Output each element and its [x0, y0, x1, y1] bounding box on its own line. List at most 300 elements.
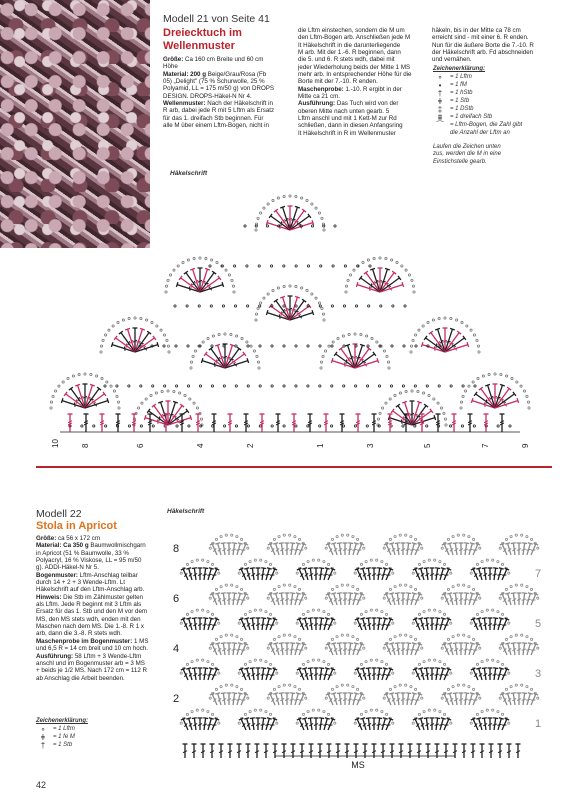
text-line — [298, 56, 426, 63]
arch-chain-dot — [211, 713, 213, 715]
arch-stitch-mark — [405, 643, 412, 656]
arch-stitch-mark — [482, 568, 489, 581]
arch-chain-dot — [501, 563, 503, 565]
row-chain-dot — [307, 345, 309, 347]
legend-text: = Lftm-Bogen, die Zahl gibt — [450, 121, 523, 128]
base-stitch-mark — [264, 744, 269, 758]
arch-stitch-mark — [285, 543, 290, 555]
fan-chain-dot — [161, 390, 163, 392]
arch-chain-dot — [209, 547, 211, 549]
arch-chain-dot — [434, 709, 436, 711]
row-chain-dot — [295, 305, 297, 307]
arch-stitch-mark — [308, 618, 315, 631]
arch-stitch-mark — [424, 568, 431, 581]
arch-stitch-mark — [202, 668, 209, 681]
row-chain-dot — [332, 265, 334, 267]
legend-row — [433, 114, 551, 122]
fan-chain-dot — [328, 345, 330, 347]
row-chain-dot — [357, 265, 359, 267]
arch-chain-dot — [231, 634, 233, 636]
legend-row — [433, 106, 551, 114]
arch-chain-dot — [211, 563, 213, 565]
arch-stitch-mark — [318, 668, 325, 681]
fan-chain-dot — [140, 317, 142, 319]
row-chain-dot — [209, 265, 211, 267]
legend-row — [36, 726, 154, 734]
arch-chain-dot — [476, 713, 478, 715]
model22-crochet-chart — [165, 520, 550, 770]
row-chain-dot — [128, 385, 130, 387]
fan-chain-dot — [193, 257, 195, 259]
arch-chain-dot — [215, 588, 217, 590]
arch-chain-dot — [327, 663, 329, 665]
arch-chain-dot — [418, 613, 420, 615]
row-chain-dot — [246, 265, 248, 267]
line-text: alle M über einem Lftm-Bogen, nicht in — [163, 122, 269, 130]
row-number-right: 7 — [535, 568, 542, 580]
arch-stitch-mark — [424, 718, 431, 731]
arch-chain-dot — [238, 722, 240, 724]
arch-stitch-mark — [285, 593, 290, 605]
fan-chain-dot — [233, 291, 235, 293]
base-stitch-mark — [201, 744, 206, 758]
arch-chain-dot — [247, 547, 249, 549]
row-chain-dot — [295, 385, 297, 387]
fan-chain-dot — [167, 279, 169, 281]
arch-chain-dot — [421, 597, 423, 599]
arch-stitch-mark — [260, 618, 267, 631]
arch-chain-dot — [479, 647, 481, 649]
arch-chain-dot — [486, 659, 488, 661]
arch-chain-dot — [497, 711, 499, 713]
fan-chain-dot — [255, 313, 257, 315]
fan-chain-dot — [163, 334, 165, 336]
legend-row — [36, 734, 154, 742]
fan-chain-dot — [196, 407, 198, 409]
bottom-stitch-mark — [468, 414, 473, 432]
arch-chain-dot — [418, 663, 420, 665]
arch-chain-dot — [236, 636, 238, 638]
arch-chain-dot — [376, 709, 378, 711]
fan-chain-dot — [387, 361, 389, 363]
arch-chain-dot — [209, 647, 211, 649]
arch-stitch-mark — [482, 718, 489, 731]
arch-chain-dot — [510, 636, 512, 638]
bottom-stitch-mark — [484, 414, 489, 432]
arch-chain-dot — [439, 711, 441, 713]
arch-stitch-mark — [289, 693, 296, 706]
text-line — [36, 660, 154, 667]
row-chain-dot — [369, 265, 371, 267]
arch-stitch-mark — [221, 643, 228, 656]
row-chain-dot — [271, 385, 273, 387]
arch-chain-dot — [249, 661, 251, 663]
fan-chain-dot — [236, 335, 238, 337]
row-number-right: 5 — [535, 618, 542, 630]
row-chain-dot — [175, 345, 177, 347]
row-chain-dot — [188, 425, 190, 427]
arch-stitch-mark — [285, 693, 290, 705]
row-chain-dot — [319, 385, 321, 387]
arch-chain-dot — [499, 547, 501, 549]
arch-chain-dot — [218, 722, 220, 724]
arch-chain-dot — [244, 663, 246, 665]
arch-chain-dot — [365, 711, 367, 713]
arch-stitch-mark — [372, 618, 377, 630]
bottom-stitch-mark — [212, 414, 217, 432]
arch-stitch-mark — [231, 543, 238, 556]
line-text: den Lftm-Bogen arb. Anschließen jede M — [298, 34, 411, 42]
arch-chain-dot — [215, 638, 217, 640]
arch-chain-dot — [526, 636, 528, 638]
arch-stitch-mark — [453, 643, 460, 656]
arch-stitch-mark — [256, 668, 261, 680]
bottom-stitch-mark — [308, 414, 313, 432]
fan-chain-dot — [194, 350, 196, 352]
row-chain-dot — [271, 305, 273, 307]
fan-chain-dot — [272, 199, 274, 201]
bottom-stitch-mark — [68, 414, 73, 432]
arch-chain-dot — [447, 688, 449, 690]
text-line — [298, 100, 426, 107]
fan-chain-dot — [137, 407, 139, 409]
row-chain-dot — [331, 345, 333, 347]
row-chain-dot — [235, 385, 237, 387]
arch-chain-dot — [439, 561, 441, 563]
arch-chain-dot — [410, 586, 412, 588]
arch-chain-dot — [289, 684, 291, 686]
fan-chain-dot — [411, 279, 413, 281]
arch-stitch-mark — [488, 618, 493, 630]
arch-stitch-mark — [463, 593, 470, 606]
arch-stitch-mark — [347, 593, 354, 606]
row-number-right: 7 — [481, 443, 490, 448]
arch-chain-dot — [510, 586, 512, 588]
arch-chain-dot — [434, 659, 436, 661]
row-chain-dot — [187, 345, 189, 347]
arch-chain-dot — [225, 534, 227, 536]
bold-label: Hinweis: — [36, 593, 62, 601]
arch-stitch-mark — [343, 593, 348, 605]
arch-stitch-mark — [376, 568, 383, 581]
line-text: Baumwollmischgarn — [88, 542, 146, 550]
fan-chain-dot — [520, 385, 522, 387]
arch-chain-dot — [447, 538, 449, 540]
arch-chain-dot — [468, 586, 470, 588]
fan-chain-dot — [192, 355, 194, 357]
fan-chain-dot — [255, 319, 257, 321]
arch-chain-dot — [323, 611, 325, 613]
row-number-right: 5 — [423, 443, 432, 448]
arch-chain-dot — [312, 659, 314, 661]
arch-chain-dot — [323, 661, 325, 663]
arch-stitch-mark — [260, 568, 267, 581]
arch-chain-dot — [231, 534, 233, 536]
arch-chain-dot — [220, 686, 222, 688]
model21-text-col3 — [432, 27, 550, 64]
arch-stitch-mark — [250, 618, 257, 631]
arch-chain-dot — [508, 572, 510, 574]
row-chain-dot — [223, 385, 225, 387]
arch-chain-dot — [296, 622, 298, 624]
arch-stitch-mark — [372, 718, 377, 730]
row-number-right: 1 — [535, 718, 542, 730]
row-chain-dot — [355, 345, 357, 347]
fan-chain-dot — [450, 317, 452, 319]
fan-chain-dot — [354, 333, 356, 335]
arch-chain-dot — [186, 563, 188, 565]
bottom-stitch-mark — [436, 414, 441, 432]
arch-chain-dot — [476, 663, 478, 665]
arch-stitch-mark — [314, 568, 319, 580]
fan-chain-dot — [257, 307, 259, 309]
bottom-stitch-mark — [196, 414, 201, 432]
arch-chain-dot — [526, 536, 528, 538]
arch-chain-dot — [356, 538, 358, 540]
arch-chain-dot — [434, 559, 436, 561]
fan-chain-dot — [389, 398, 391, 400]
arch-stitch-mark — [434, 618, 441, 631]
arch-chain-dot — [452, 586, 454, 588]
fan-chain-dot — [100, 345, 102, 347]
fan-chain-dot — [165, 285, 167, 287]
row-chain-dot — [366, 385, 368, 387]
arch-stitch-mark — [227, 693, 232, 705]
row-chain-dot — [368, 305, 370, 307]
row-chain-dot — [187, 385, 189, 387]
arch-chain-dot — [385, 613, 387, 615]
arch-stitch-mark — [308, 718, 315, 731]
bottom-stitch-mark — [260, 414, 265, 432]
arch-chain-dot — [370, 659, 372, 661]
text-line — [36, 601, 154, 608]
fan-chain-dot — [259, 212, 261, 214]
row-chain-dot — [355, 305, 357, 307]
line-text: jeder Wiederholung beids der Mitte 1 MS — [298, 63, 411, 71]
fan-chain-dot — [104, 334, 106, 336]
arch-stitch-mark — [366, 718, 373, 731]
arch-chain-dot — [186, 663, 188, 665]
arch-stitch-mark — [250, 718, 257, 731]
fan-chain-dot — [141, 402, 143, 404]
arch-chain-dot — [457, 584, 459, 586]
arch-stitch-mark — [250, 668, 257, 681]
arch-chain-dot — [209, 697, 211, 699]
arch-chain-dot — [327, 563, 329, 565]
arch-chain-dot — [354, 572, 356, 574]
arch-chain-dot — [312, 709, 314, 711]
arch-chain-dot — [414, 538, 416, 540]
fan-chain-dot — [267, 203, 269, 205]
arch-chain-dot — [191, 661, 193, 663]
row-chain-dot — [319, 345, 321, 347]
line-text: 1.-10. R ergibt in der — [343, 85, 402, 93]
legend-symbol-icon: ∘ — [40, 724, 46, 734]
row-chain-dot — [176, 385, 178, 387]
fan-chain-dot — [231, 279, 233, 281]
arch-chain-dot — [405, 584, 407, 586]
arch-chain-dot — [421, 647, 423, 649]
text-line — [36, 542, 154, 549]
arch-chain-dot — [530, 688, 532, 690]
fan-chain-dot — [376, 341, 378, 343]
arch-chain-dot — [254, 709, 256, 711]
arch-chain-dot — [283, 634, 285, 636]
line-text: die Lftm einstechen, sondern die M um — [298, 27, 405, 34]
arch-stitch-mark — [227, 543, 232, 555]
line-text: und 6,5 R = 14 cm breit und 10 cm hoch. — [36, 645, 148, 653]
row-chain-dot — [390, 385, 392, 387]
arch-chain-dot — [331, 638, 333, 640]
arch-chain-dot — [307, 661, 309, 663]
arch-chain-dot — [515, 534, 517, 536]
arch-chain-dot — [218, 572, 220, 574]
fan-chain-dot — [386, 355, 388, 357]
arch-stitch-mark — [482, 668, 489, 681]
arch-chain-dot — [530, 638, 532, 640]
fan-chain-dot — [320, 367, 322, 369]
arch-chain-dot — [312, 559, 314, 561]
fan-chain-dot — [263, 207, 265, 209]
fan-chain-dot — [396, 261, 398, 263]
arch-stitch-mark — [343, 693, 348, 705]
arch-stitch-mark — [459, 693, 464, 705]
fan-chain-dot — [54, 390, 56, 392]
arch-chain-dot — [267, 547, 269, 549]
row-chain-dot — [259, 305, 261, 307]
text-line — [36, 594, 154, 601]
arch-chain-dot — [479, 597, 481, 599]
row-chain-dot — [415, 345, 417, 347]
page-number: 42 — [36, 780, 47, 790]
arch-stitch-mark — [517, 643, 522, 655]
row-chain-dot — [199, 385, 201, 387]
line-text: anschl und im Bogenmuster arb = 3 MS — [36, 659, 145, 667]
arch-stitch-mark — [337, 593, 344, 606]
arch-chain-dot — [481, 561, 483, 563]
arch-stitch-mark — [337, 693, 344, 706]
fan-chain-dot — [433, 398, 435, 400]
arch-chain-dot — [418, 713, 420, 715]
arch-chain-dot — [336, 686, 338, 688]
fan-chain-dot — [347, 279, 349, 281]
text-line — [36, 645, 154, 652]
base-stitch-mark — [471, 744, 476, 758]
arch-chain-dot — [305, 647, 307, 649]
arch-chain-dot — [394, 686, 396, 688]
arch-chain-dot — [412, 622, 414, 624]
arch-chain-dot — [381, 561, 383, 563]
fan-chain-dot — [405, 390, 407, 392]
fan-chain-dot — [323, 229, 325, 231]
arch-stitch-mark — [337, 543, 344, 556]
text-line — [36, 586, 154, 593]
arch-chain-dot — [463, 584, 465, 586]
fan-chain-dot — [371, 337, 373, 339]
arch-chain-dot — [492, 709, 494, 711]
arch-chain-dot — [354, 722, 356, 724]
fan-chain-dot — [182, 261, 184, 263]
fan-chain-dot — [353, 269, 355, 271]
text-line — [36, 608, 154, 615]
bottom-stitch-mark — [132, 414, 137, 432]
text-line — [298, 27, 426, 34]
arch-chain-dot — [254, 659, 256, 661]
fan-chain-dot — [373, 257, 375, 259]
arch-chain-dot — [302, 713, 304, 715]
legend-text: = 1 Stb — [450, 97, 470, 104]
arch-stitch-mark — [405, 543, 412, 556]
fan-chain-dot — [422, 325, 424, 327]
arch-chain-dot — [305, 597, 307, 599]
legend-text: = 1 fM — [450, 81, 467, 88]
arch-chain-dot — [537, 647, 539, 649]
arch-stitch-mark — [318, 618, 325, 631]
arch-chain-dot — [305, 547, 307, 549]
legend-note-line: Laufen die Zeichen unten — [433, 143, 501, 150]
line-text: arb, dann die 3.-8. R stets wdh. — [36, 630, 122, 638]
arch-chain-dot — [492, 559, 494, 561]
arch-chain-dot — [497, 661, 499, 663]
arch-chain-dot — [452, 536, 454, 538]
row-chain-dot — [380, 305, 382, 307]
row-number-left: 4 — [196, 443, 205, 448]
arch-chain-dot — [472, 638, 474, 640]
arch-chain-dot — [447, 638, 449, 640]
bottom-stitch-mark — [340, 414, 345, 432]
arch-stitch-mark — [250, 568, 257, 581]
base-stitch-mark — [237, 744, 242, 758]
arch-chain-dot — [341, 684, 343, 686]
arch-chain-dot — [365, 561, 367, 563]
fan-chain-dot — [391, 259, 393, 261]
fan-chain-dot — [511, 377, 513, 379]
row-chain-dot — [247, 425, 249, 427]
fan-chain-dot — [381, 407, 383, 409]
row-chain-dot — [334, 225, 336, 227]
arch-chain-dot — [191, 711, 193, 713]
arch-stitch-mark — [401, 693, 406, 705]
fan-chain-dot — [460, 407, 462, 409]
arch-chain-dot — [468, 536, 470, 538]
arch-stitch-mark — [308, 568, 315, 581]
arch-chain-dot — [521, 634, 523, 636]
line-text: Maschen nach dem MS. Die 1.-8. R 1 x — [36, 623, 144, 631]
fan-chain-dot — [117, 321, 119, 323]
arch-chain-dot — [298, 688, 300, 690]
fan-chain-dot — [311, 293, 313, 295]
row-chain-dot — [319, 305, 321, 307]
arch-chain-dot — [260, 659, 262, 661]
arch-chain-dot — [294, 586, 296, 588]
arch-chain-dot — [202, 559, 204, 561]
text-line — [163, 71, 291, 78]
arch-stitch-mark — [347, 693, 354, 706]
arch-chain-dot — [265, 561, 267, 563]
fan-chain-dot — [405, 269, 407, 271]
row-chain-dot — [210, 305, 212, 307]
fan-chain-dot — [100, 351, 102, 353]
row-chain-dot — [152, 425, 154, 427]
arch-chain-dot — [211, 663, 213, 665]
fan-chain-dot — [418, 329, 420, 331]
arch-chain-dot — [472, 538, 474, 540]
row-chain-dot — [404, 305, 406, 307]
bold-label: Größe: — [36, 535, 57, 542]
fan-chain-dot — [230, 333, 232, 335]
arch-chain-dot — [180, 622, 182, 624]
legend-row — [433, 74, 551, 82]
